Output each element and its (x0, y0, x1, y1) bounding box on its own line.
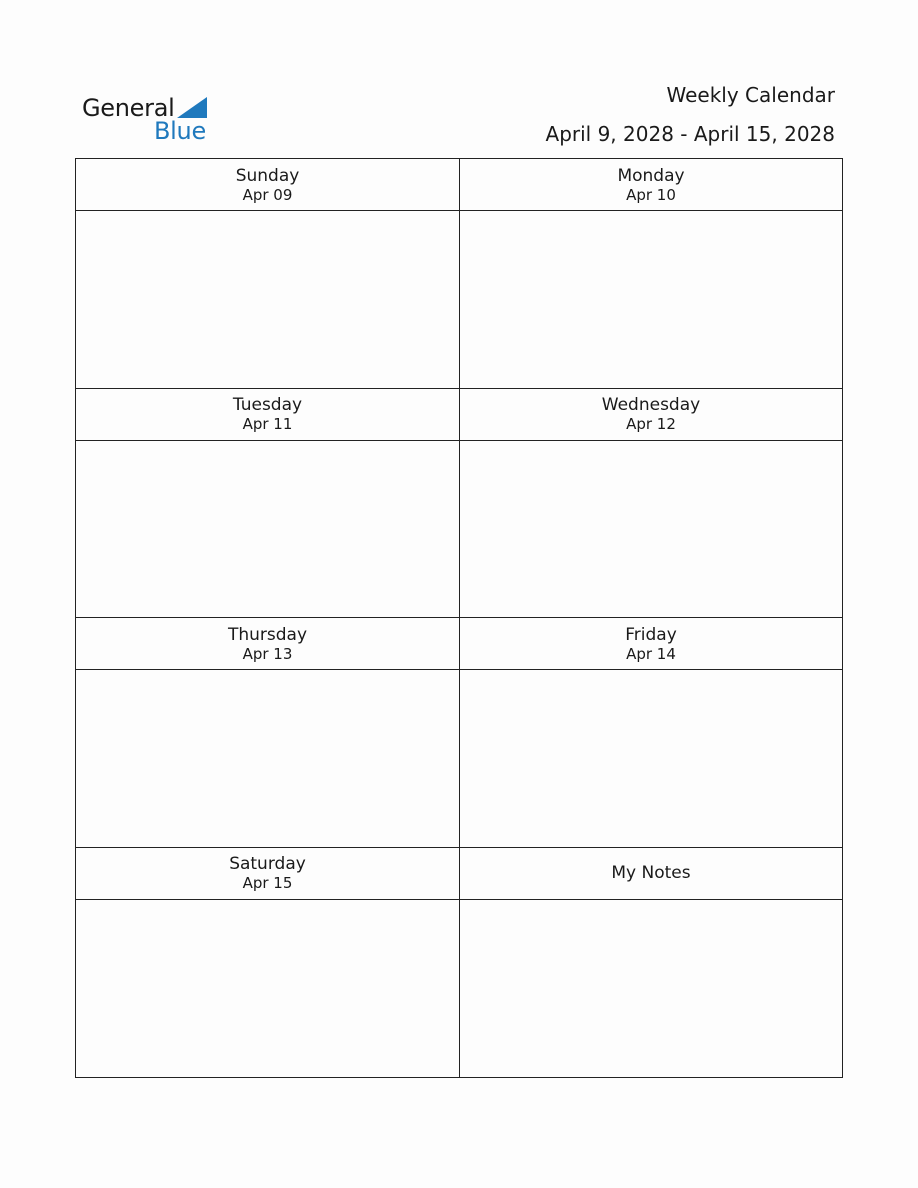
day-cell-thursday (76, 618, 460, 848)
notes-cell (460, 848, 842, 1078)
day-name: Monday (617, 165, 685, 186)
notes-header (460, 848, 842, 900)
header (546, 82, 835, 147)
day-header (76, 618, 459, 670)
day-header (76, 389, 459, 441)
day-name: Friday (625, 624, 677, 645)
day-cell-friday (460, 618, 842, 848)
day-header (76, 159, 459, 211)
logo-triangle-icon (177, 97, 207, 118)
day-notes-area[interactable] (76, 441, 459, 618)
day-date: Apr 11 (242, 415, 293, 433)
day-name: Wednesday (601, 395, 701, 415)
day-date: Apr 12 (626, 415, 676, 433)
logo (82, 94, 222, 144)
day-cell-monday (460, 159, 842, 389)
day-header (460, 618, 842, 670)
day-notes-area[interactable] (460, 441, 842, 618)
day-cell-tuesday (76, 389, 460, 619)
notes-title: My Notes (611, 863, 691, 883)
day-name: Tuesday (232, 395, 303, 415)
day-header (460, 389, 842, 441)
day-header (76, 848, 459, 900)
day-date: Apr 10 (626, 185, 676, 204)
day-date: Apr 14 (626, 644, 676, 663)
date-range: April 9, 2028 - April 15, 2028 (545, 122, 835, 146)
day-date: Apr 13 (242, 644, 293, 663)
day-cell-sunday (76, 159, 460, 389)
day-name: Thursday (227, 624, 308, 645)
day-cell-saturday (76, 848, 460, 1078)
page-title: Weekly Calendar (666, 83, 835, 107)
day-notes-area[interactable] (76, 900, 459, 1078)
notes-area[interactable] (460, 900, 842, 1078)
day-notes-area[interactable] (460, 670, 842, 847)
logo-text-general: General (82, 94, 175, 122)
day-date: Apr 15 (242, 874, 293, 892)
day-date: Apr 09 (242, 185, 293, 204)
day-name: Sunday (235, 165, 300, 186)
day-notes-area[interactable] (76, 211, 459, 388)
day-name: Saturday (229, 854, 306, 874)
day-cell-wednesday (460, 389, 842, 619)
day-header (460, 159, 842, 211)
logo-text-blue: Blue (154, 117, 206, 145)
day-notes-area[interactable] (76, 670, 459, 847)
calendar-grid (75, 158, 843, 1078)
day-notes-area[interactable] (460, 211, 842, 388)
